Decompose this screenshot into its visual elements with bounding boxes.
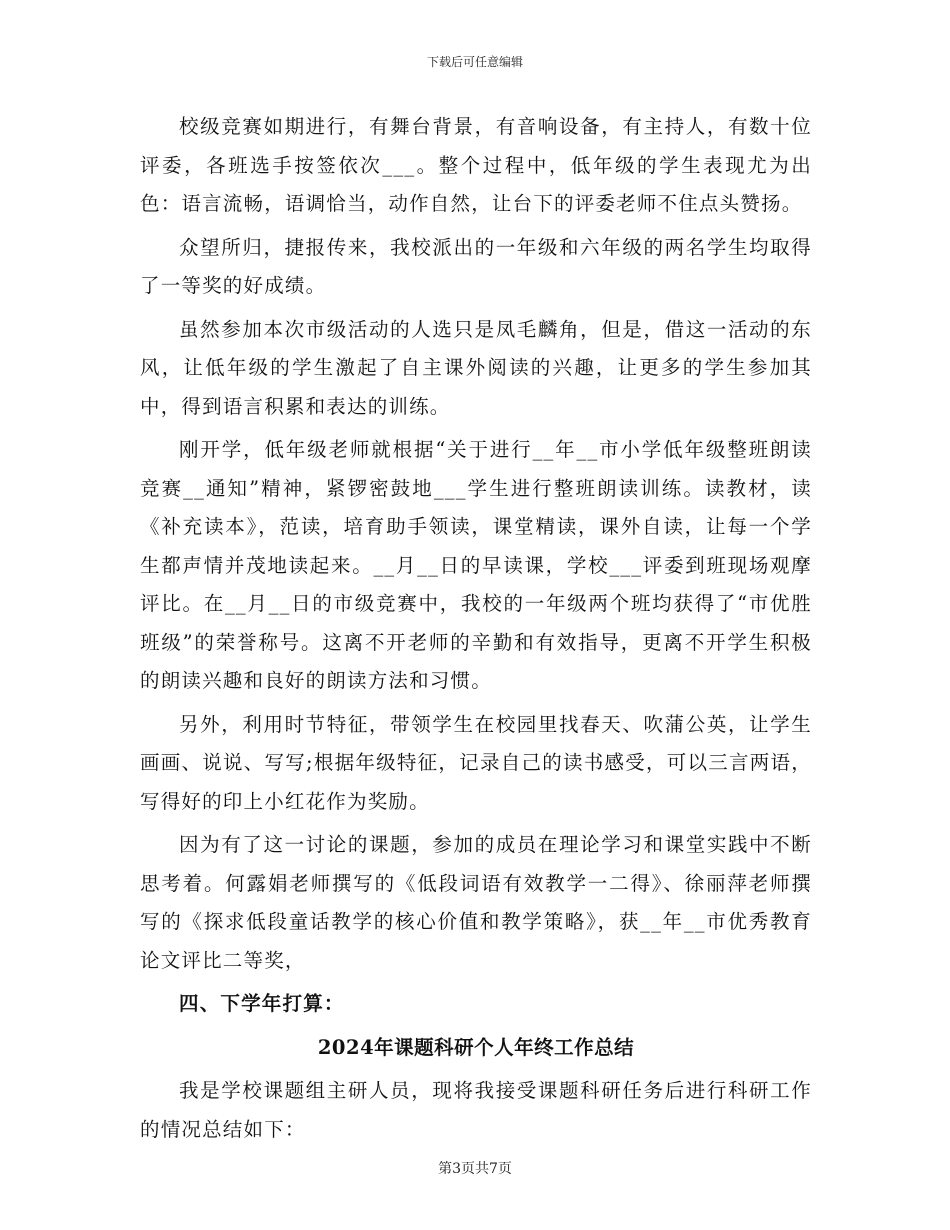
paragraph-intro: 我是学校课题组主研人员，现将我接受课题科研任务后进行科研工作的情况总结如下： (140, 1079, 812, 1141)
paragraph-award: 众望所归，捷报传来，我校派出的一年级和六年级的两名学生均取得了一等奖的好成绩。 (140, 235, 812, 297)
paragraph-research-papers: 因为有了这一讨论的课题，参加的成员在理论学习和课堂实践中不断思考着。何露娟老师撰写的《低段词语有效教学一二得》、徐丽萍老师撰写的《探求低段童话教学的核心价值和教学策略》，获__年__市优秀教育论文评比二等奖， (140, 833, 812, 972)
section-heading: 四、下学年打算： (179, 992, 345, 1015)
page-header: 下载后可任意编辑 (426, 55, 523, 69)
paragraph-competition: 校级竞赛如期进行，有舞台背景，有音响设备，有主持人，有数十位评委，各班选手按签依次___。整个过程中，低年级的学生表现尤为出色：语言流畅，语调恰当，动作自然，让台下的评委老师不住点头赞扬。 (140, 115, 812, 215)
document-body (140, 108, 812, 1154)
document-title: 2024年课题科研个人年终工作总结 (317, 1035, 635, 1059)
paragraph-reading-interest: 虽然参加本次市级活动的人选只是凤毛麟角，但是，借这一活动的东风，让低年级的学生激起了自主课外阅读的兴趣，让更多的学生参加其中，得到语言积累和表达的训练。 (140, 317, 812, 418)
page-footer: 第3页共7页 (438, 1161, 512, 1177)
paragraph-class-reading: 刚开学，低年级老师就根据“关于进行__年__市小学低年级整班朗读竞赛__通知”精神，紧锣密鼓地___学生进行整班朗读训练。读教材，读《补充读本》，范读，培育助手领读，课堂精读，课外自读，让每一个学生都声情并茂地读起来。__月__日的早读课，学校___评委到班现场观摩评比。在__月__日的市级竞赛中，我校的一年级两个班均获得了“市优胜班级”的荣誉称号。这离不开老师的辛勤和有效指导，更离不开学生积极的朗读兴趣和良好的朗读方法和习惯。 (140, 438, 812, 692)
paragraph-seasonal-activity: 另外，利用时节特征，带领学生在校园里找春天、吹蒲公英，让学生画画、说说、写写;根据年级特征，记录自己的读书感受，可以三言两语，写得好的印上小红花作为奖励。 (140, 712, 812, 813)
